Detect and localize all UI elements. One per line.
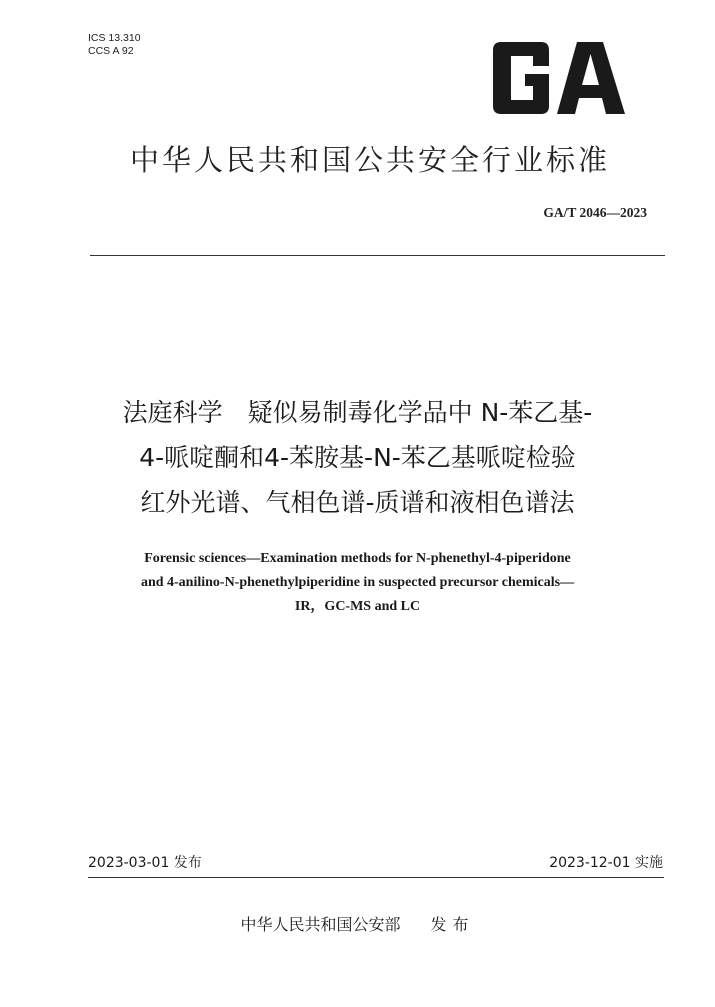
english-title-line-2: and 4-anilino-N-phenethylpiperidine in suspected precursor chemicals— xyxy=(140,575,575,590)
ics-code: ICS 13.310 xyxy=(88,32,141,44)
chinese-title-line-2: 4-哌啶酮和4-苯胺基-N-苯乙基哌啶检验 xyxy=(139,443,576,472)
top-divider xyxy=(90,255,665,256)
publisher-line xyxy=(60,912,655,935)
ga-logo xyxy=(489,40,627,116)
classification-codes xyxy=(88,32,141,58)
english-title-line-1: Forensic sciences—Examination methods for N-phenethyl-4-piperidone xyxy=(144,551,571,566)
ccs-code: CCS A 92 xyxy=(88,45,134,57)
bottom-divider xyxy=(88,877,664,878)
english-title xyxy=(60,547,655,619)
chinese-title-line-1: 法庭科学 疑似易制毒化学品中 N-苯乙基- xyxy=(122,398,593,427)
issue-date: 2023-03-01 发布 xyxy=(88,855,202,871)
chinese-title xyxy=(40,390,675,525)
implementation-date: 2023-12-01 实施 xyxy=(549,855,663,871)
chinese-title-line-3: 红外光谱、气相色谱-质谱和液相色谱法 xyxy=(140,488,575,517)
standard-category-title: 中华人民共和国公共安全行业标准 xyxy=(129,143,610,177)
standard-number: GA/T 2046—2023 xyxy=(543,205,647,220)
publisher-name: 中华人民共和国公安部 xyxy=(240,915,401,934)
publish-label: 发布 xyxy=(430,915,475,934)
english-title-line-3: IR，GC-MS and LC xyxy=(294,599,421,614)
